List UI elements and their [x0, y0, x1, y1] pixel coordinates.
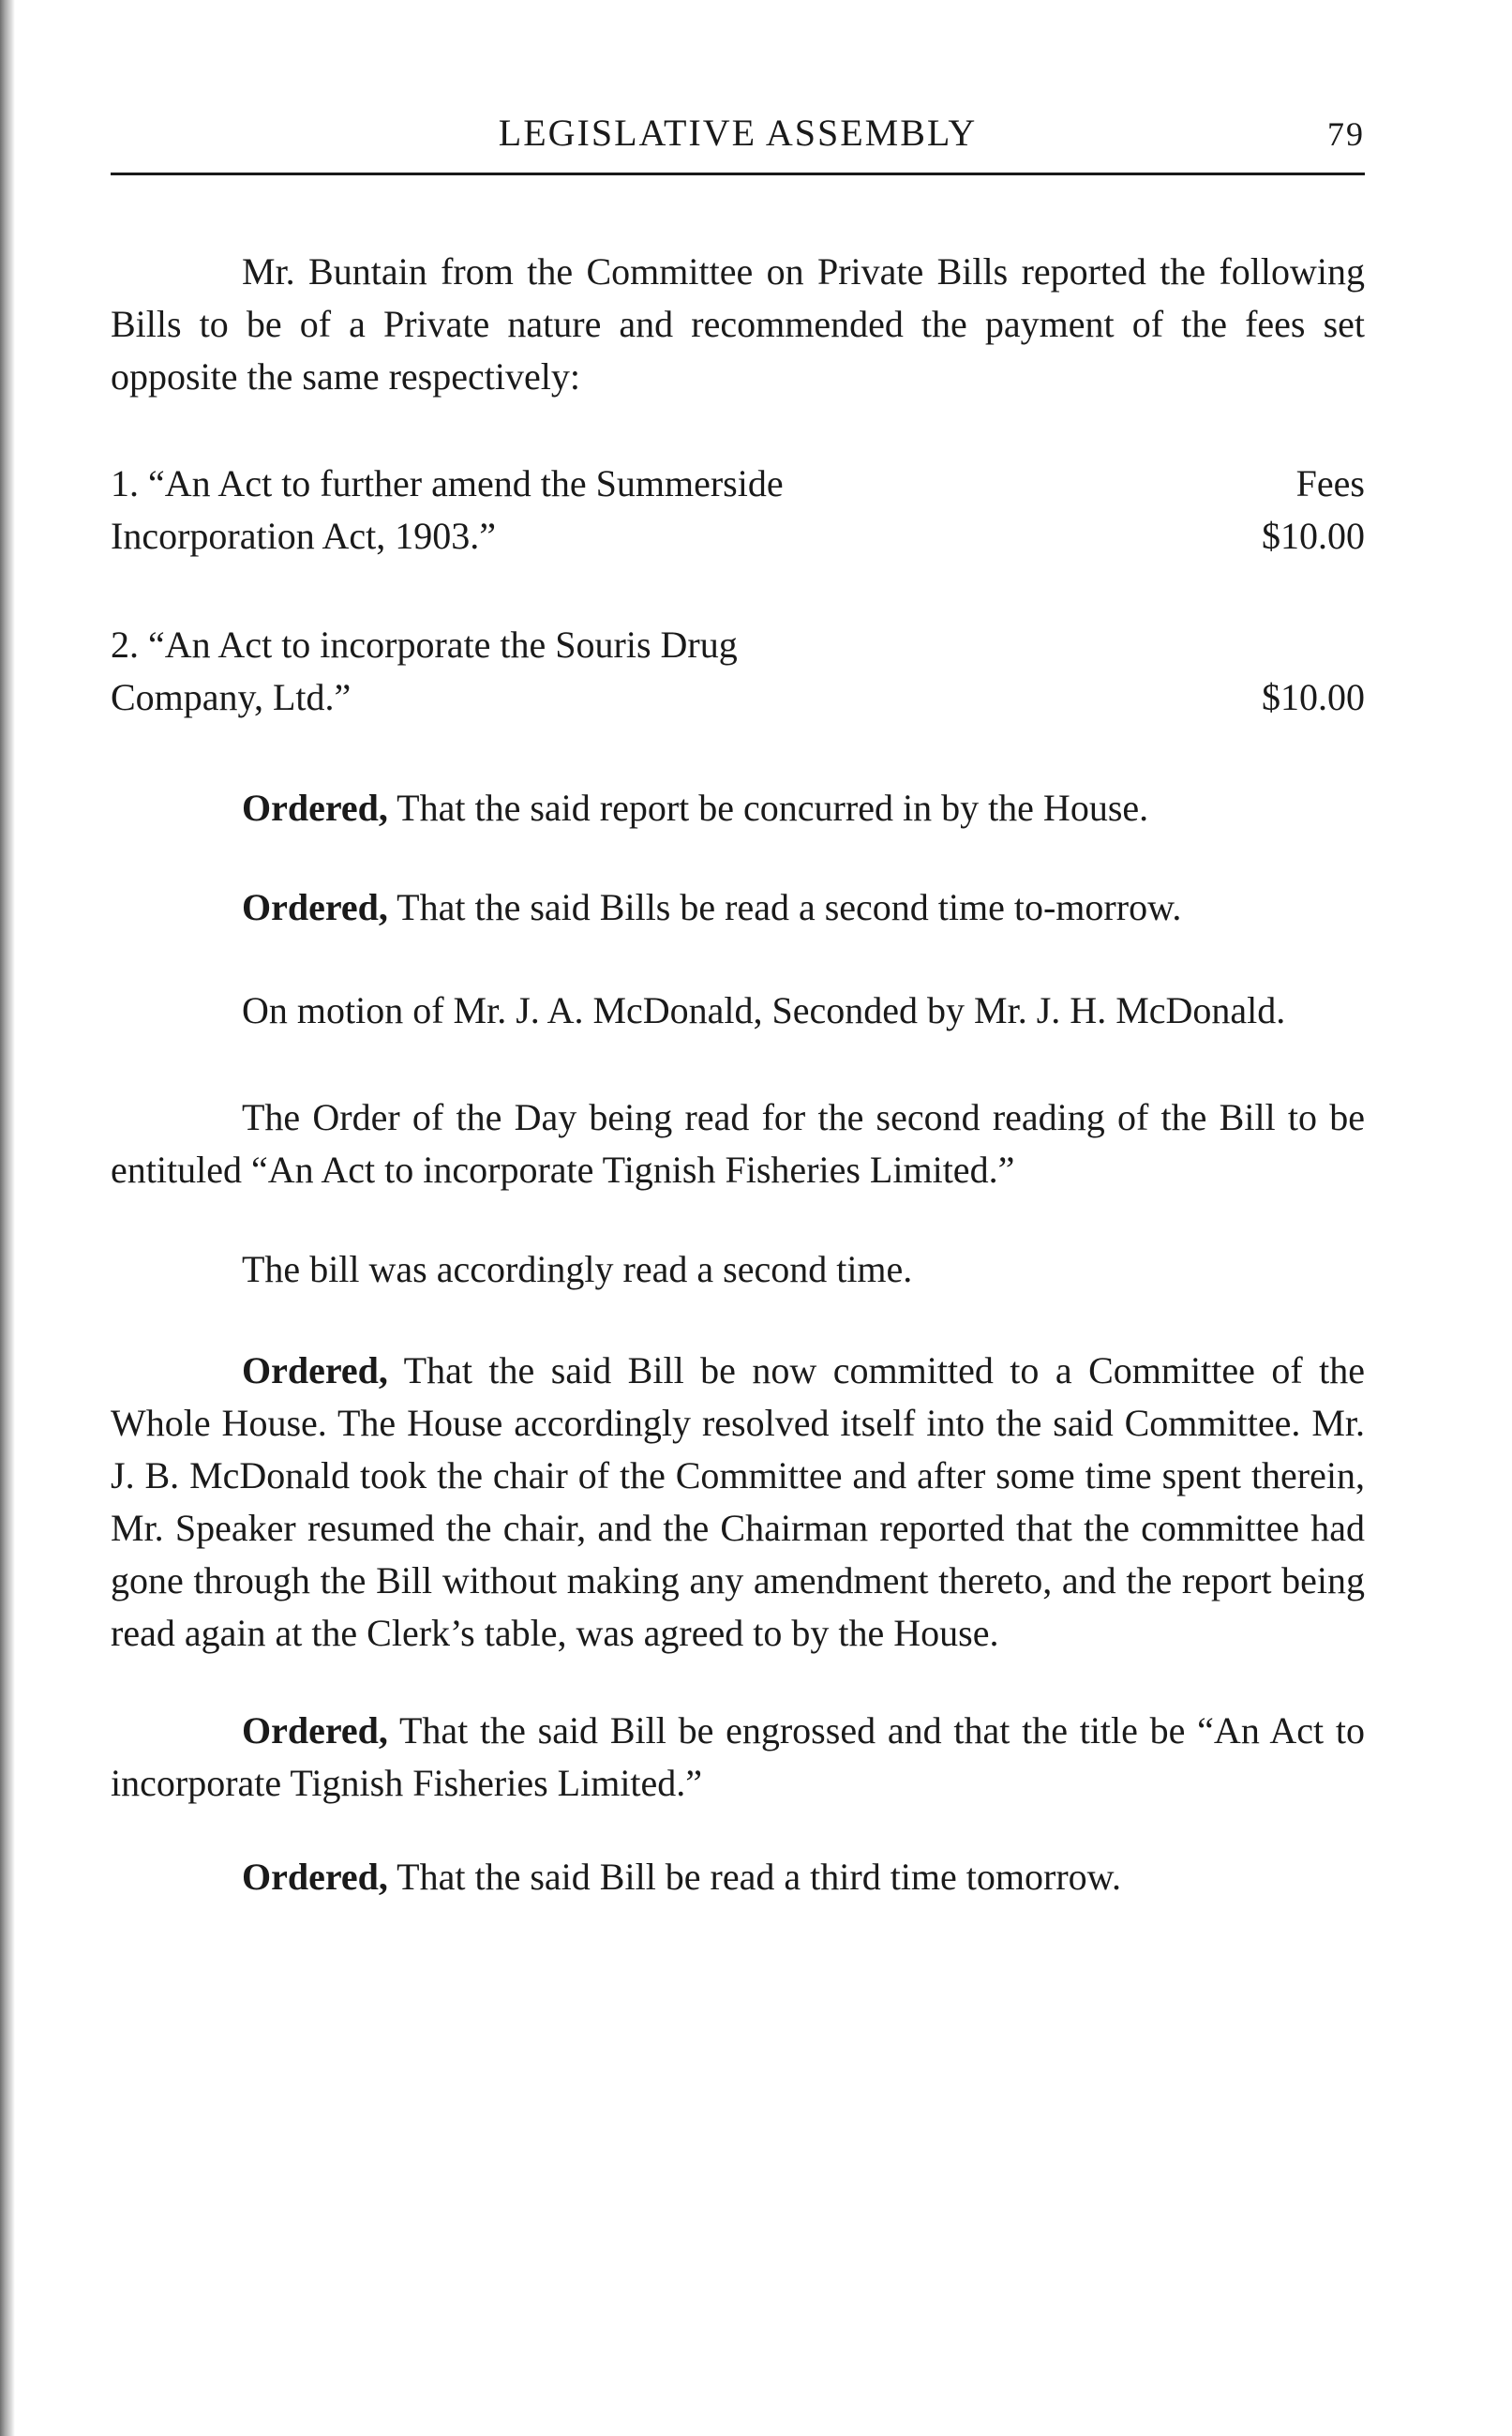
ordered-text: That the said Bill be engrossed and that the title be “An Act to incorporate Tignish Fisheries Limited.” — [111, 1709, 1365, 1804]
ordered-text: That the said Bill be read a third time tomorrow. — [387, 1856, 1121, 1898]
ordered-paragraph-1 — [111, 782, 1365, 835]
bill-item-2 — [111, 619, 1365, 724]
ordered-lead: Ordered, — [242, 1856, 388, 1898]
ordered-paragraph-4 — [111, 1705, 1365, 1810]
bill-1-fee: $10.00 — [1262, 515, 1365, 557]
intro-paragraph: Mr. Buntain from the Committee on Private Bills reported the following Bills to be of a Private nature and recommended the payment of the fees set opposite the same respectively: — [111, 250, 1365, 398]
header-rule — [111, 173, 1365, 175]
order-of-day-paragraph: The Order of the Day being read for the second reading of the Bill to be entituled “An Act to incorporate Tignish Fisheries Limited.” — [111, 1096, 1365, 1191]
ordered-paragraph-5 — [111, 1851, 1365, 1903]
page-edge-shadow — [0, 0, 15, 2436]
ordered-lead: Ordered, — [242, 1709, 388, 1752]
bill-1-line-2: Incorporation Act, 1903.” — [111, 515, 496, 557]
running-title: LEGISLATIVE ASSEMBLY — [498, 112, 978, 154]
ordered-paragraph-3 — [111, 1345, 1365, 1660]
ordered-text: That the said Bills be read a second time to-morrow. — [387, 886, 1182, 928]
ordered-text: That the said report be concurred in by the House. — [387, 787, 1149, 829]
second-reading-paragraph: The bill was accordingly read a second time. — [242, 1248, 913, 1290]
ordered-lead: Ordered, — [242, 1349, 388, 1391]
ordered-lead: Ordered, — [242, 886, 388, 928]
bill-item-1 — [111, 458, 1365, 563]
bill-2-fee: $10.00 — [1262, 676, 1365, 718]
ordered-lead: Ordered, — [242, 787, 388, 829]
fees-column-header: Fees — [1295, 462, 1365, 504]
page-number: 79 — [1327, 115, 1365, 153]
document-page — [111, 101, 1365, 1903]
ordered-paragraph-2 — [111, 881, 1365, 934]
bill-2-line-2: Company, Ltd.” — [111, 676, 352, 718]
motion-paragraph: On motion of Mr. J. A. McDonald, Seconded by Mr. J. H. McDonald. — [242, 989, 1286, 1031]
page-header — [111, 101, 1365, 161]
ordered-text: That the said Bill be now committed to a Committee of the Whole House. The House accordingly resolved itself into the said Committee. Mr. J. B. McDonald took the chair of the Committee and after some time spent therein, Mr. Speaker resumed the chair, and the Chairman reported that the committee had gone through the Bill without making any amendment thereto, and the report being read again at the Clerk’s table, was agreed to by the House. — [111, 1349, 1365, 1654]
bill-1-line-1: 1. “An Act to further amend the Summerside — [111, 462, 784, 504]
bill-2-line-1: 2. “An Act to incorporate the Souris Drug — [111, 624, 738, 666]
